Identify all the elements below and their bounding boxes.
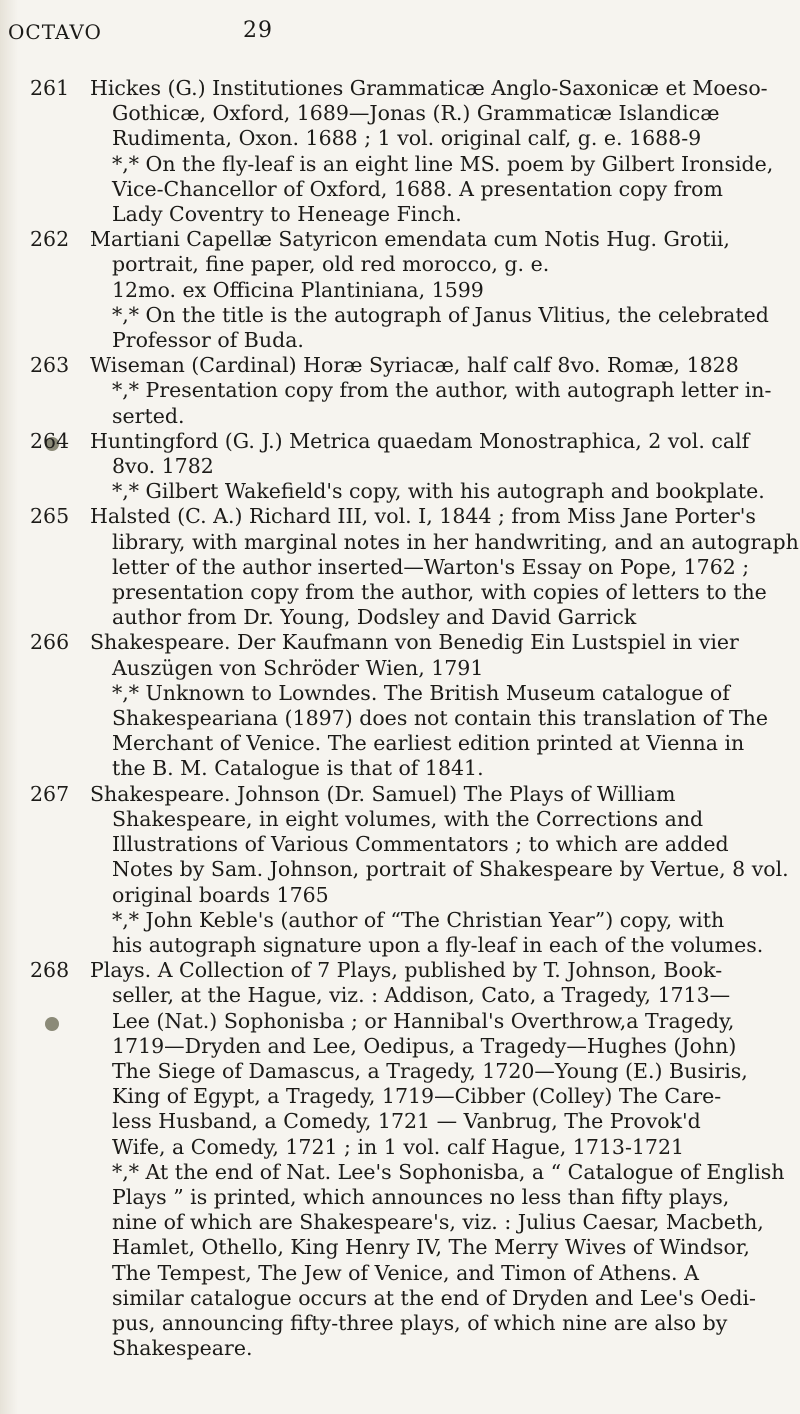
catalogue-entry: [30, 227, 800, 353]
entry-line: Huntingford (G. J.) Metrica quaedam Monostraphica, 2 vol. calf: [90, 428, 750, 453]
note-line: nine of which are Shakespeare's, viz. : Julius Caesar, Macbeth,: [112, 1210, 764, 1235]
lot-number: 268: [30, 958, 70, 983]
note-line: Lady Coventry to Heneage Finch.: [112, 202, 462, 227]
page-header: [8, 20, 776, 50]
catalogue-entry: [30, 353, 800, 429]
entry-line: Gothicæ, Oxford, 1689—Jonas (R.) Grammaticæ Islandicæ: [112, 101, 720, 126]
section-title: OCTAVO: [8, 20, 102, 44]
note-line: the B. M. Catalogue is that of 1841.: [112, 756, 484, 781]
entry-line: Wife, a Comedy, 1721 ; in 1 vol. calf Hague, 1713-1721: [112, 1134, 685, 1159]
note-line: Merchant of Venice. The earliest edition printed at Vienna in: [112, 731, 745, 756]
page-edge: [0, 0, 18, 1414]
note-line: pus, announcing fifty-three plays, of which nine are also by: [112, 1310, 728, 1335]
catalogue-entry: [30, 429, 800, 505]
entry-line: Shakespeare. Der Kaufmann von Benedig Ein Lustspiel in vier: [90, 630, 739, 655]
note-line: Plays ” is printed, which announces no less than fifty plays,: [112, 1184, 730, 1209]
entry-line: library, with marginal notes in her handwriting, and an autograph: [112, 529, 799, 554]
entry-line: Illustrations of Various Commentators ; to which are added: [112, 832, 729, 857]
entry-line: seller, at the Hague, viz. : Addison, Cato, a Tragedy, 1713—: [112, 983, 731, 1008]
entry-line: less Husband, a Comedy, 1721 — Vanbrug, The Provok'd: [112, 1109, 701, 1134]
note-line: *,* Gilbert Wakefield's copy, with his autograph and bookplate.: [112, 479, 765, 504]
entry-line: Hickes (G.) Institutiones Grammaticæ Anglo-Saxonicæ et Moeso-: [90, 76, 768, 100]
catalogue-entry: [30, 630, 800, 781]
note-line: Vice-Chancellor of Oxford, 1688. A presentation copy from: [112, 176, 723, 201]
lot-number: 265: [30, 504, 70, 529]
lot-number: 267: [30, 781, 70, 806]
note-line: *,* Presentation copy from the author, with autograph letter in-: [112, 378, 772, 403]
entry-line: Lee (Nat.) Sophonisba ; or Hannibal's Overthrow,a Tragedy,: [112, 1008, 735, 1033]
note-line: Professor of Buda.: [112, 328, 304, 353]
entry-line: The Siege of Damascus, a Tragedy, 1720—Young (E.) Busiris,: [112, 1058, 748, 1083]
lot-number: 263: [30, 353, 70, 378]
entry-line: Plays. A Collection of 7 Plays, published by T. Johnson, Book-: [90, 958, 723, 983]
note-line: *,* At the end of Nat. Lee's Sophonisba, a “ Catalogue of English: [112, 1159, 785, 1184]
note-line: similar catalogue occurs at the end of Dryden and Lee's Oedi-: [112, 1285, 756, 1310]
lot-number: 266: [30, 630, 70, 655]
entry-line: Auszügen von Schröder Wien, 1791: [112, 655, 484, 680]
entry-line: Halsted (C. A.) Richard III, vol. I, 1844 ; from Miss Jane Porter's: [90, 504, 756, 529]
note-line: serted.: [112, 403, 185, 428]
entry-line: portrait, fine paper, old red morocco, g. e.: [112, 252, 550, 277]
note-line: *,* On the fly-leaf is an eight line MS. poem by Gilbert Ironside,: [112, 151, 774, 176]
catalogue-entry: [30, 76, 800, 227]
catalogue-entry: [30, 782, 800, 958]
entry-line: King of Egypt, a Tragedy, 1719—Cibber (Colley) The Care-: [112, 1084, 722, 1109]
entry-line: Rudimenta, Oxon. 1688 ; 1 vol. original calf, g. e. 1688-9: [112, 126, 702, 151]
catalogue-entry: [30, 958, 800, 1361]
lot-number: 262: [30, 227, 70, 252]
entry-line: presentation copy from the author, with copies of letters to the: [112, 580, 767, 605]
note-line: *,* John Keble's (author of “The Christian Year”) copy, with: [112, 907, 725, 932]
note-line: *,* Unknown to Lowndes. The British Museum catalogue of: [112, 680, 730, 705]
entry-line: Shakespeare, in eight volumes, with the Corrections and: [112, 806, 704, 831]
note-line: Shakespeariana (1897) does not contain this translation of The: [112, 706, 769, 731]
note-line: The Tempest, The Jew of Venice, and Timon of Athens. A: [112, 1260, 699, 1285]
page-number: 29: [243, 18, 273, 43]
entry-line: 12mo. ex Officina Plantiniana, 1599: [112, 277, 484, 302]
entry-line: Martiani Capellæ Satyricon emendata cum Notis Hug. Grotii,: [90, 227, 730, 252]
entry-line: 8vo. 1782: [112, 454, 214, 479]
entry-line: Notes by Sam. Johnson, portrait of Shakespeare by Vertue, 8 vol.: [112, 857, 789, 882]
entry-line: Wiseman (Cardinal) Horæ Syriacæ, half calf 8vo. Romæ, 1828: [90, 353, 739, 378]
entry-line: 1719—Dryden and Lee, Oedipus, a Tragedy—Hughes (John): [112, 1033, 737, 1058]
lot-number: 261: [30, 76, 70, 100]
entry-line: author from Dr. Young, Dodsley and David Garrick: [112, 605, 637, 630]
entry-line: original boards 1765: [112, 882, 329, 907]
entry-line: letter of the author inserted—Warton's Essay on Pope, 1762 ;: [112, 554, 750, 579]
lot-number: 264: [30, 428, 70, 453]
note-line: Shakespeare.: [112, 1336, 253, 1361]
entry-line: Shakespeare. Johnson (Dr. Samuel) The Plays of William: [90, 781, 676, 806]
note-line: Hamlet, Othello, King Henry IV, The Merry Wives of Windsor,: [112, 1235, 750, 1260]
note-line: his autograph signature upon a fly-leaf in each of the volumes.: [112, 932, 764, 957]
catalogue-entry: [30, 504, 800, 630]
catalogue-entries: [30, 76, 800, 1361]
note-line: *,* On the title is the autograph of Janus Vlitius, the celebrated: [112, 302, 769, 327]
